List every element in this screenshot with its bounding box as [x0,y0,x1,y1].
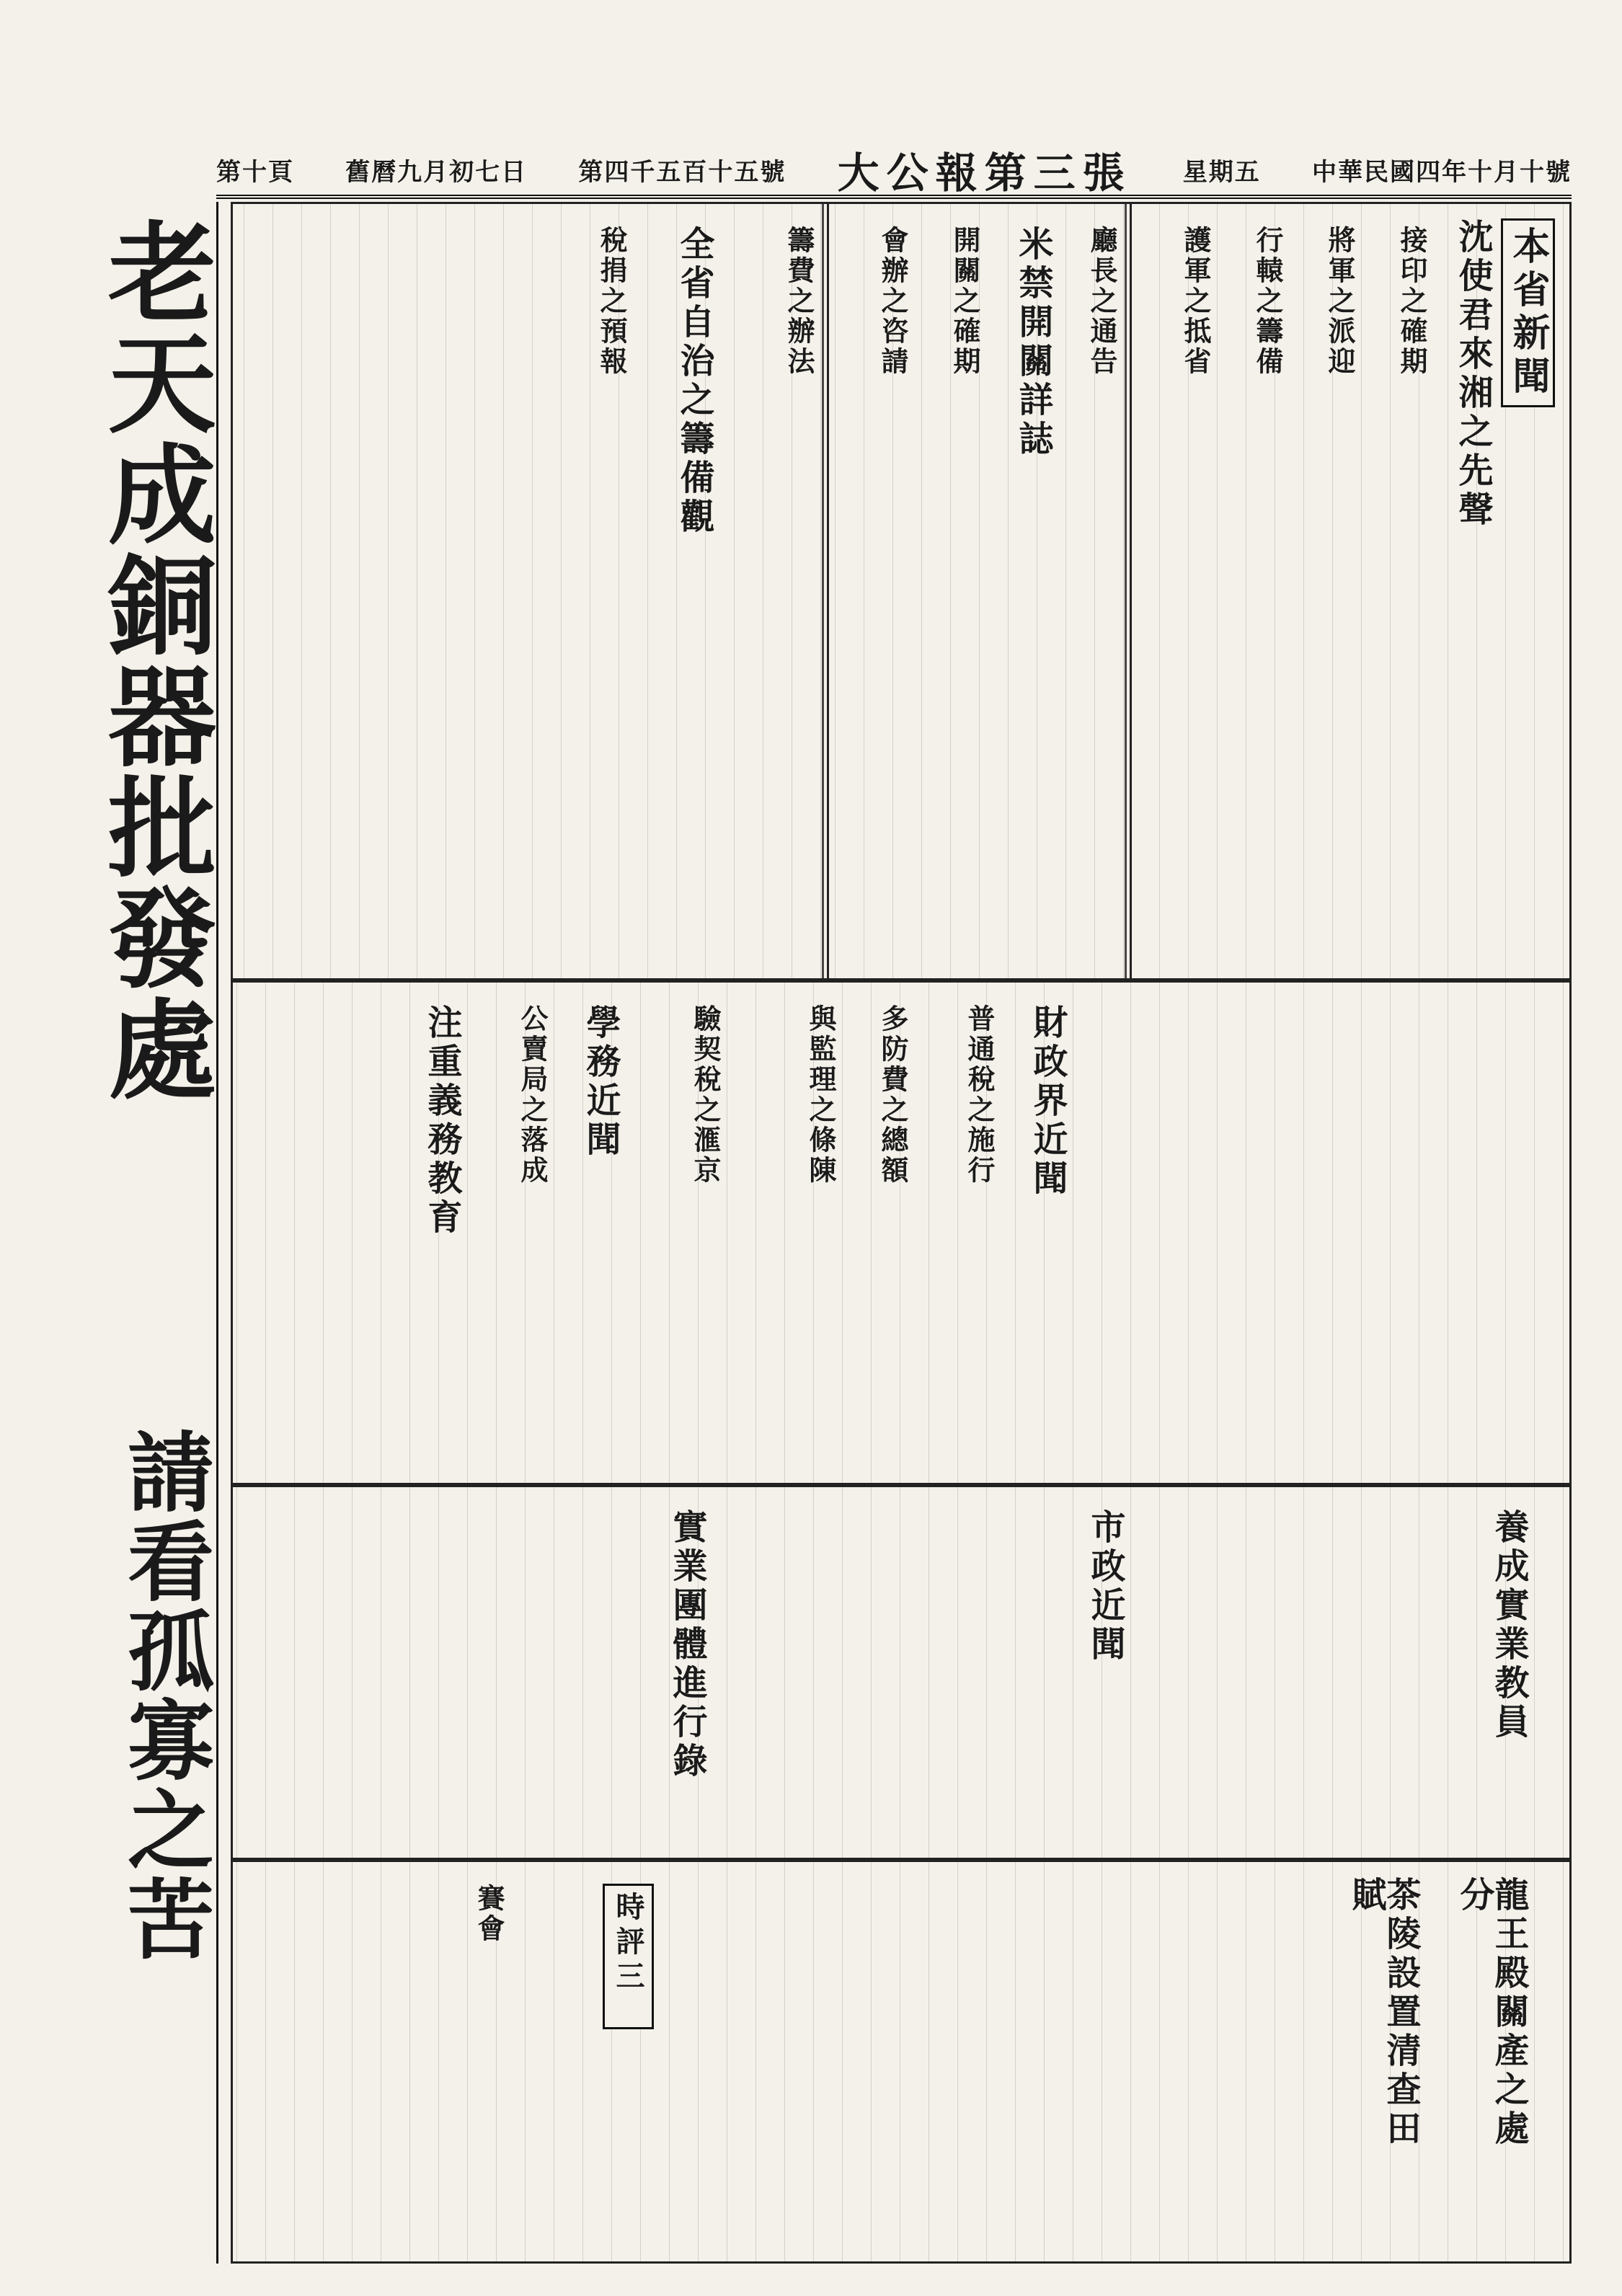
headline-compulsory-ed: 注重義務教育 [422,1004,462,1238]
finance-subhead-5: 公賣局之落成 [516,1004,549,1186]
subhead-8: 籌費之辦法 [783,226,815,377]
finance-subhead-2: 多防費之總額 [877,1004,909,1186]
headline-chaling: 茶陵設置清查田賦 [1346,1876,1421,2149]
subhead-2: 將軍之派迎 [1324,226,1356,377]
headline-dragon-temple: 龍王殿關產之處分 [1454,1876,1529,2149]
headline-municipal: 市政近聞 [1085,1509,1125,1665]
publication-date: 中華民國四年十月十號 [1311,157,1572,187]
industry-news-block [231,1485,1572,1860]
subhead-6: 開關之確期 [949,226,981,377]
subhead-3: 行轅之籌備 [1251,226,1284,377]
headline-selfgov: 全省自治之籌備觀 [674,226,714,537]
page-header [216,144,1572,199]
ad-slogan: 請看孤寡之苦 [113,1427,215,1964]
commentary-label: 時評三 [603,1884,654,2029]
section-label-local: 本省新聞 [1501,218,1555,407]
self-government-block [231,202,829,980]
local-news-block [1125,202,1572,980]
finance-news-block [231,980,1572,1485]
finance-subhead-4: 驗契稅之滙京 [689,1004,722,1186]
headline-industry-groups: 實業團體進行錄 [667,1509,707,1781]
masthead: 大公報第三張 [837,149,1132,198]
weekday: 星期五 [1182,157,1261,187]
headline-industry-teachers: 養成實業教員 [1489,1509,1529,1742]
finance-subhead-1: 普通稅之施行 [963,1004,996,1186]
commentary-title: 賽會 [473,1884,505,1944]
ad-main-title: 老天成銅器批發處 [89,216,216,1104]
headline-rice: 米禁開關詳誌 [1013,226,1053,459]
issue-number: 第四千五百十五號 [578,157,786,187]
subhead-9: 稅捐之預報 [595,226,628,377]
subhead-7: 會辦之咨請 [877,226,909,377]
headline-shen: 沈使君來湘之先聲 [1453,218,1493,530]
bottom-news-block [231,1860,1572,2264]
advertisement-column [72,202,218,2264]
subhead-4: 護軍之抵省 [1179,226,1212,377]
subhead-5: 廳長之通告 [1086,226,1118,377]
finance-subhead-3: 與監理之條陳 [805,1004,837,1186]
headline-finance: 財政界近聞 [1027,1004,1068,1199]
lunar-date: 舊曆九月初七日 [345,157,528,187]
page-number: 第十頁 [216,157,294,187]
headline-education: 學務近聞 [580,1004,621,1160]
rice-ban-block [822,202,1132,980]
subhead-1: 接印之確期 [1396,226,1428,377]
